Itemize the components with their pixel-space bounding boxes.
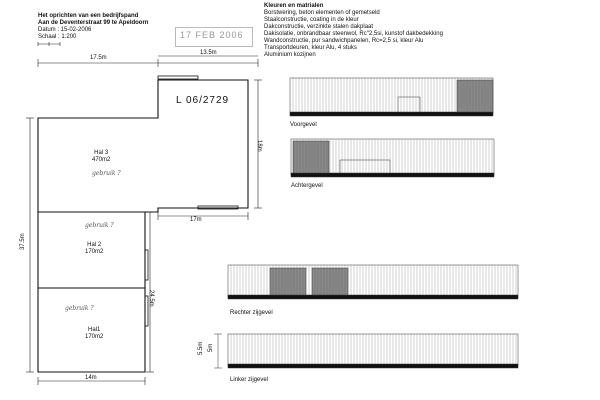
height-dim-1: 5.5m xyxy=(198,341,204,355)
project-date: Datum : 15-02-2006 xyxy=(38,27,92,33)
material-line: Aluminium kozijnen xyxy=(264,52,316,58)
material-line: Wandconstructie, pur sandwichpanelen, Rc=2,5 si, kleur Alu xyxy=(264,38,424,44)
material-line: Dakisolatie, onbrandbaar steenwol, Rc"2,5si, kunstof dakbedekking xyxy=(264,31,443,37)
materials-heading: Kleuren en matrialen xyxy=(264,3,324,9)
hal1-name: Hal1 xyxy=(88,327,101,333)
hal2-name: Hal 2 xyxy=(87,242,102,248)
hal1-area: 170m2 xyxy=(85,334,104,340)
dim-bottom: 14m xyxy=(85,375,97,381)
hal3-outline xyxy=(38,80,248,212)
material-line: Transportdeuren, kleur Alu, 4 stuks xyxy=(264,45,357,51)
stamp-date: 17 FEB 2006 xyxy=(180,30,244,40)
material-line: Dakconstructie, verzinkte stalen dakplaat xyxy=(264,24,374,30)
file-number-stamp: L 06/2729 xyxy=(176,95,230,106)
material-line: Staalconstructie, coating in de kleur xyxy=(264,17,359,23)
voorgevel-label: Voorgevel xyxy=(290,122,317,128)
project-title: Het oprichten van een bedrijfspand xyxy=(38,13,139,19)
elevation-achtergevel xyxy=(291,139,494,177)
dim-top-right: 13.5m xyxy=(200,50,217,56)
elevation-voorgevel xyxy=(290,78,493,116)
dim-right-upper: 18m xyxy=(256,140,262,152)
hal3-area: 470m2 xyxy=(92,157,111,163)
hal3-note: gebruik ? xyxy=(92,170,121,177)
hal2-note: gebruik ? xyxy=(85,222,114,229)
project-address: Aan de Deventerstraat 99 te Apeldoorn xyxy=(38,20,149,26)
hal3-label xyxy=(92,150,110,164)
rechter-zijgevel-label: Rechter zijgevel xyxy=(230,310,273,316)
hal12-outline xyxy=(38,212,145,372)
materials-block xyxy=(264,3,443,59)
linker-zijgevel-label: Linker zijgevel xyxy=(230,377,269,383)
achtergevel-label: Achtergevel xyxy=(291,183,323,189)
hal1-label xyxy=(85,327,103,341)
dim-mid-inner: 17m xyxy=(190,217,202,223)
height-dim-2: 5m xyxy=(208,343,214,352)
hal3-name: Hal 3 xyxy=(94,150,109,156)
dim-right-lower: 24.5m xyxy=(148,290,154,307)
dim-left-total: 37.5m xyxy=(20,233,26,250)
material-line: Borstwering, beton elementen of gemetseld xyxy=(264,10,380,16)
project-scale: Schaal : 1:200 xyxy=(38,34,77,40)
scale-bar xyxy=(38,42,60,46)
hal2-area: 170m2 xyxy=(85,249,104,255)
dim-top-left: 17.5m xyxy=(90,55,107,61)
elevation-rechter-zijgevel xyxy=(228,265,518,299)
hal1-note: gebruik ? xyxy=(65,305,94,312)
hal2-label xyxy=(85,242,103,256)
